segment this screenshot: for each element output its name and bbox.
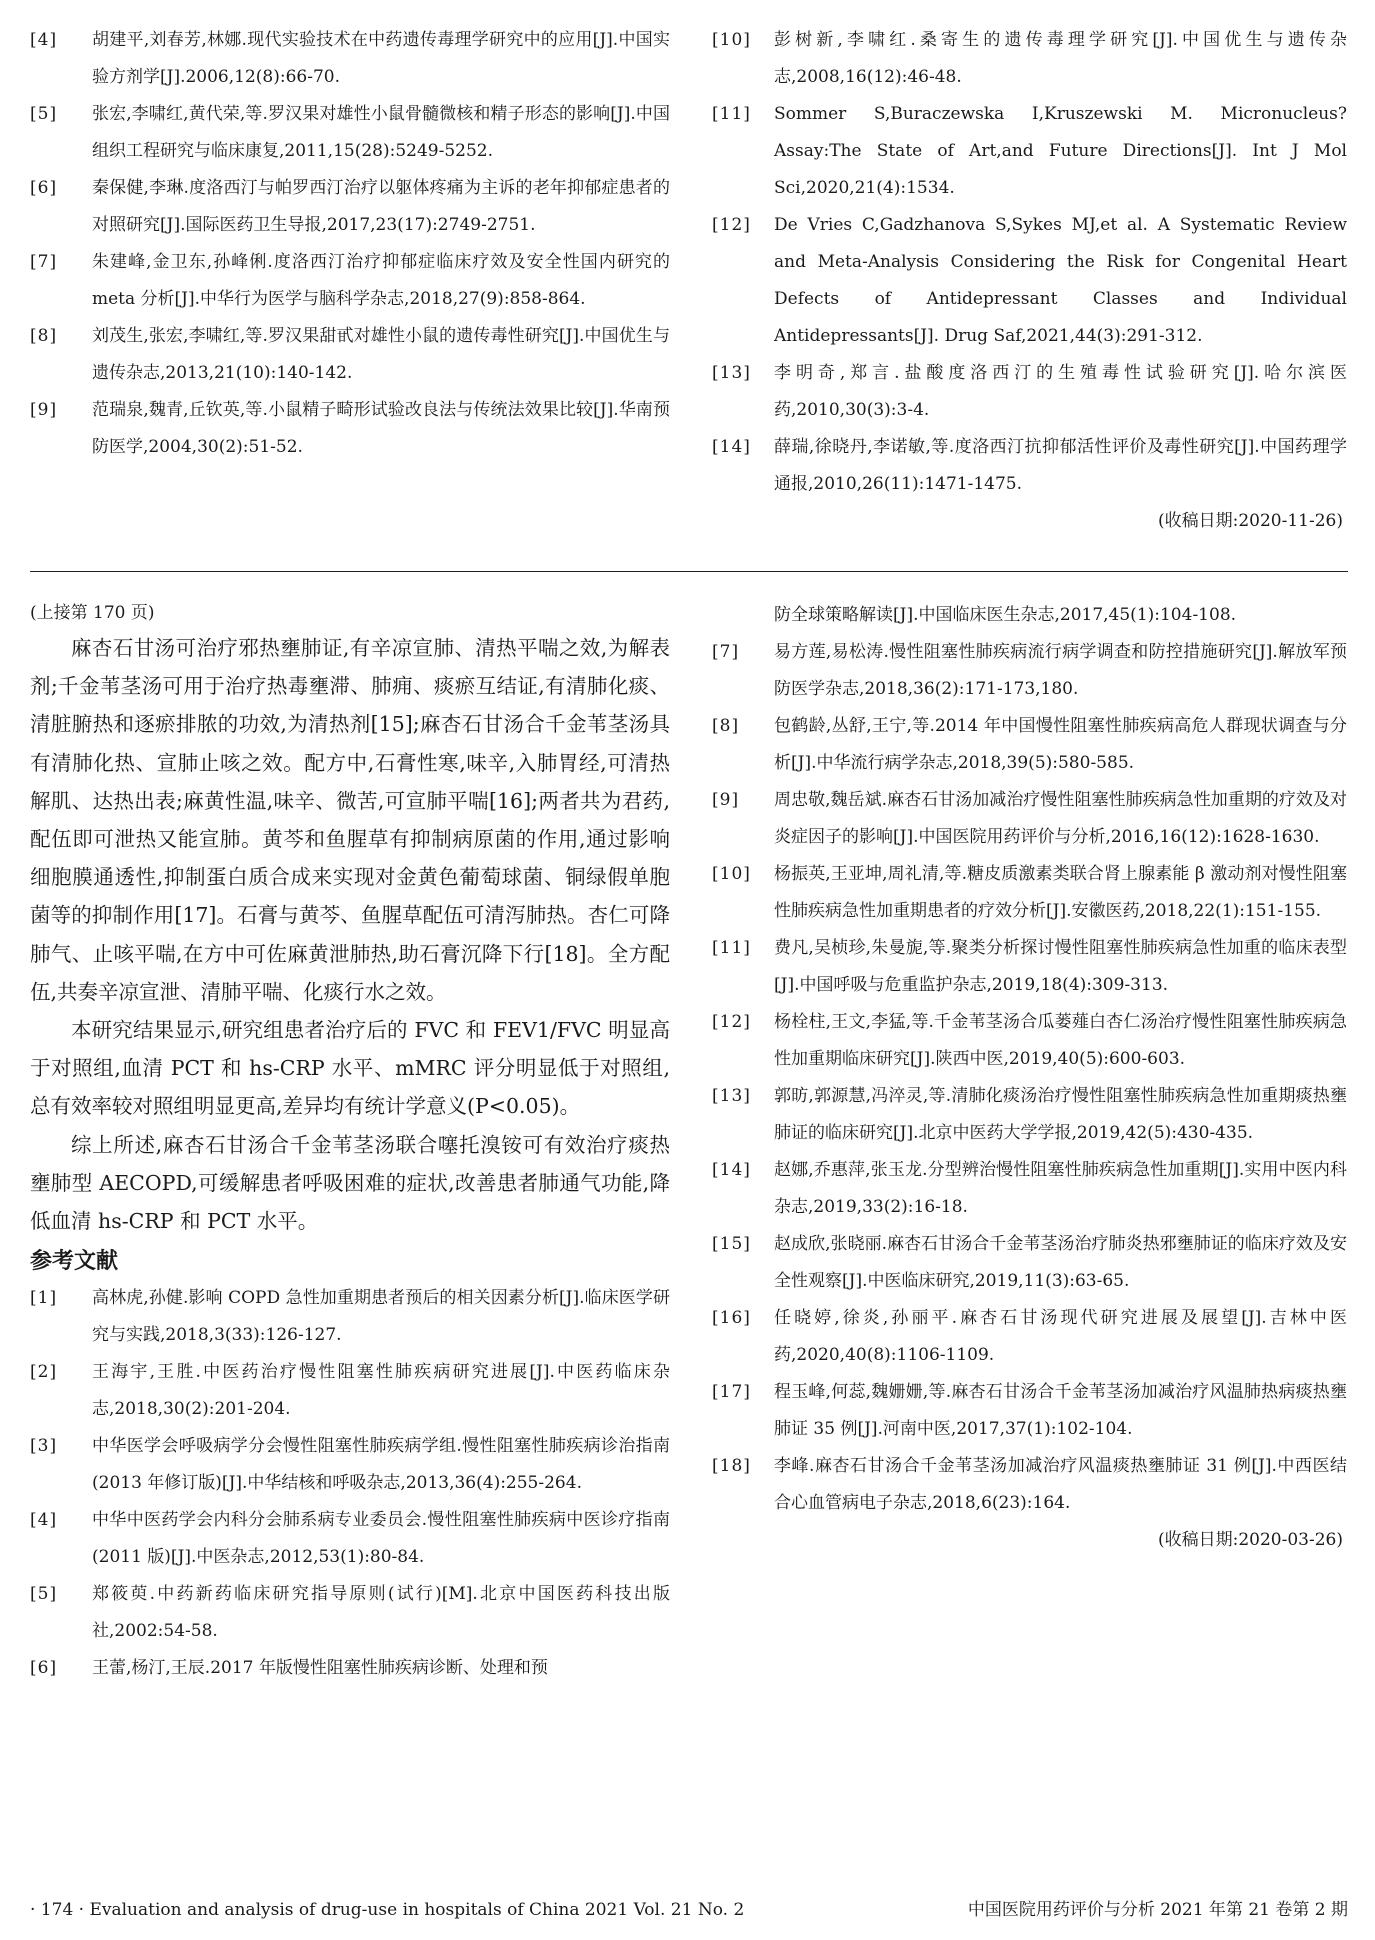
reference-number: [5] (30, 1584, 58, 1605)
reference-item (30, 1428, 670, 1502)
reference-number: [18] (712, 1456, 751, 1476)
reference-text: 张宏,李啸红,黄代荣,等.罗汉果对雄性小鼠骨髓微核和精子形态的影响[J].中国组织工程研究与临床康复,2011,15(28):5249-5252. (92, 104, 670, 161)
reference-text: 李明奇,郑言.盐酸度洛西汀的生殖毒性试验研究[J].哈尔滨医药,2010,30(3):3-4. (774, 363, 1347, 420)
reference-number: [7] (30, 252, 58, 272)
reference-text: 刘茂生,张宏,李啸红,等.罗汉果甜甙对雄性小鼠的遗传毒性研究[J].中国优生与遗传杂志,2013,21(10):140-142. (92, 326, 670, 383)
reference-text: 薛瑞,徐晓丹,李诺敏,等.度洛西汀抗抑郁活性评价及毒性研究[J].中国药理学通报,2010,26(11):1471-1475. (774, 437, 1347, 494)
body-paragraph: 综上所述,麻杏石甘汤合千金苇茎汤联合噻托溴铵可有效治疗痰热壅肺型 AECOPD,可缓解患者呼吸困难的症状,改善患者肺通气功能,降低血清 hs-CRP 和 PCT 水平。 (30, 1132, 670, 1234)
reference-item (712, 22, 1347, 96)
body-paragraph: 本研究结果显示,研究组患者治疗后的 FVC 和 FEV1/FVC 明显高于对照组,血清 PCT 和 hs-CRP 水平、mMRC 评分明显低于对照组,总有效率较对照组明显更高,差异均有统计学意义(P<0.05)。 (30, 1018, 670, 1119)
body-paragraph: 麻杏石甘汤可治疗邪热壅肺证,有辛凉宣肺、清热平喘之效,为解表剂;千金苇茎汤可用于治疗热毒壅滞、肺痈、痰瘀互结证,有清肺化痰、清脏腑热和逐瘀排脓的功效,为清热剂[15];麻杏石甘汤合千金苇茎汤具有清肺化热、宣肺止咳之效。配方中,石膏性寒,味辛,入肺胃经,可清热解肌、达热出表;麻黄性温,味辛、微苦,可宣肺平喘[16];两者共为君药,配伍即可泄热又能宣肺。黄芩和鱼腥草有抑制病原菌的作用,通过影响细胞膜通透性,抑制蛋白质合成来实现对金黄色葡萄球菌、铜绿假单胞菌等的抑制作用[17]。石膏与黄芩、鱼腥草配伍可清泻肺热。杏仁可降肺气、止咳平喘,在方中可佐麻黄泄肺热,助石膏沉降下行[18]。全方配伍,共奏辛凉宣泄、清肺平喘、化痰行水之效。 (30, 636, 670, 1004)
reference-number: [1] (30, 1288, 58, 1309)
reference-text: 易方莲,易松涛.慢性阻塞性肺疾病流行病学调查和防控措施研究[J].解放军预防医学杂志,2018,36(2):171-173,180. (774, 642, 1347, 699)
reference-number: [8] (30, 326, 58, 346)
reference-item (30, 22, 670, 96)
reference-number: [12] (712, 1012, 751, 1032)
reference-number: [2] (30, 1362, 58, 1383)
reference-item (30, 392, 670, 466)
reference-number: [4] (30, 1510, 58, 1531)
reference-number: [14] (712, 437, 751, 457)
received-date: (收稿日期:2020-03-26) (1157, 1530, 1343, 1550)
reference-text: 包鹤龄,丛舒,王宁,等.2014 年中国慢性阻塞性肺疾病高危人群现状调查与分析[J].中华流行病学杂志,2018,39(5):580-585. (774, 716, 1347, 773)
reference-number: [9] (712, 790, 740, 810)
continued-from-note: (上接第 170 页) (30, 603, 155, 623)
reference-item (30, 1502, 670, 1576)
reference-item (712, 1226, 1347, 1300)
reference-text: De Vries C,Gadzhanova S,Sykes MJ,et al. A Systematic Review and Meta-Analysis Considering the Risk for Congenital Heart Defects of Antidepressant Classes and Individual Antidepressants[J]. Drug Saf,2021,44(3):291-312. (774, 215, 1347, 346)
reference-item (712, 1078, 1347, 1152)
reference-item (30, 1280, 670, 1354)
reference-number: [6] (30, 1658, 58, 1679)
reference-item (30, 1576, 670, 1650)
reference-item (712, 708, 1347, 782)
top-left-references (30, 22, 670, 466)
reference-number: [4] (30, 30, 58, 50)
reference-number: [15] (712, 1234, 751, 1254)
reference-item (712, 782, 1347, 856)
reference-text: 郭昉,郭源慧,冯淬灵,等.清肺化痰汤治疗慢性阻塞性肺疾病急性加重期痰热壅肺证的临床研究[J].北京中医药大学学报,2019,42(5):430-435. (774, 1086, 1347, 1143)
bottom-right-references (712, 597, 1347, 1559)
reference-number: [16] (712, 1308, 751, 1328)
footer-journal-english: · 174 · Evaluation and analysis of drug-use in hospitals of China 2021 Vol. 21 No. 2 (30, 1900, 745, 1920)
reference-item (30, 318, 670, 392)
reference-item (712, 1004, 1347, 1078)
reference-item (712, 856, 1347, 930)
reference-item (712, 634, 1347, 708)
reference-text: 周忠敬,魏岳斌.麻杏石甘汤加减治疗慢性阻塞性肺疾病急性加重期的疗效及对炎症因子的影响[J].中国医院用药评价与分析,2016,16(12):1628-1630. (774, 790, 1347, 847)
reference-number: [11] (712, 104, 751, 124)
reference-text: 任晓婷,徐炎,孙丽平.麻杏石甘汤现代研究进展及展望[J].吉林中医药,2020,40(8):1106-1109. (774, 1308, 1347, 1365)
reference-item (30, 1354, 670, 1428)
reference-number: [5] (30, 104, 58, 124)
reference-text: 防全球策略解读[J].中国临床医生杂志,2017,45(1):104-108. (774, 605, 1237, 625)
reference-item (712, 1374, 1347, 1448)
reference-number: [13] (712, 1086, 751, 1106)
top-right-references (712, 22, 1347, 540)
reference-number: [9] (30, 400, 58, 420)
reference-item (712, 1152, 1347, 1226)
reference-text: 彭树新,李啸红.桑寄生的遗传毒理学研究[J].中国优生与遗传杂志,2008,16(12):46-48. (774, 30, 1347, 87)
reference-item (712, 1448, 1347, 1522)
reference-item (712, 930, 1347, 1004)
reference-number: [11] (712, 938, 751, 958)
reference-text: 李峰.麻杏石甘汤合千金苇茎汤加减治疗风温痰热壅肺证 31 例[J].中西医结合心血管病电子杂志,2018,6(23):164. (774, 1456, 1347, 1513)
reference-item (30, 170, 670, 244)
article-body-column (30, 597, 670, 1687)
reference-text: 朱建峰,金卫东,孙峰俐.度洛西汀治疗抑郁症临床疗效及安全性国内研究的 meta 分析[J].中华行为医学与脑科学杂志,2018,27(9):858-864. (92, 252, 670, 309)
reference-text: 赵成欣,张晓丽.麻杏石甘汤合千金苇茎汤治疗肺炎热邪壅肺证的临床疗效及安全性观察[J].中医临床研究,2019,11(3):63-65. (774, 1234, 1347, 1291)
reference-number: [3] (30, 1436, 58, 1457)
section-divider (30, 571, 1348, 572)
reference-item (712, 1300, 1347, 1374)
reference-text: Sommer S,Buraczewska I,Kruszewski M. Micronucleus? Assay:The State of Art,and Future Directions[J]. Int J Mol Sci,2020,21(4):1534. (774, 104, 1347, 198)
reference-continuation (712, 597, 1347, 634)
reference-text: 程玉峰,何蕊,魏姗姗,等.麻杏石甘汤合千金苇茎汤加减治疗风温肺热病痰热壅肺证 35 例[J].河南中医,2017,37(1):102-104. (774, 1382, 1347, 1439)
reference-number: [10] (712, 864, 751, 884)
reference-number: [10] (712, 30, 751, 50)
reference-number: [12] (712, 215, 751, 235)
reference-number: [7] (712, 642, 740, 662)
reference-item (712, 207, 1347, 355)
reference-text: 中华医学会呼吸病学分会慢性阻塞性肺疾病学组.慢性阻塞性肺疾病诊治指南(2013 年修订版)[J].中华结核和呼吸杂志,2013,36(4):255-264. (92, 1436, 670, 1494)
reference-number: [8] (712, 716, 740, 736)
reference-text: 秦保健,李琳.度洛西汀与帕罗西汀治疗以躯体疼痛为主诉的老年抑郁症患者的对照研究[J].国际医药卫生导报,2017,23(17):2749-2751. (92, 178, 670, 235)
reference-number: [14] (712, 1160, 751, 1180)
reference-text: 费凡,吴桢珍,朱曼旎,等.聚类分析探讨慢性阻塞性肺疾病急性加重的临床表型[J].中国呼吸与危重监护杂志,2019,18(4):309-313. (774, 938, 1347, 995)
footer-journal-chinese: 中国医院用药评价与分析 2021 年第 21 卷第 2 期 (967, 1900, 1348, 1920)
reference-number: [6] (30, 178, 58, 198)
reference-text: 高林虎,孙健.影响 COPD 急性加重期患者预后的相关因素分析[J].临床医学研究与实践,2018,3(33):126-127. (92, 1288, 670, 1346)
reference-text: 王海宇,王胜.中医药治疗慢性阻塞性肺疾病研究进展[J].中医药临床杂志,2018,30(2):201-204. (92, 1362, 670, 1420)
reference-text: 范瑞泉,魏青,丘钦英,等.小鼠精子畸形试验改良法与传统法效果比较[J].华南预防医学,2004,30(2):51-52. (92, 400, 670, 457)
reference-item (30, 1650, 670, 1687)
reference-item (30, 96, 670, 170)
reference-text: 胡建平,刘春芳,林娜.现代实验技术在中药遗传毒理学研究中的应用[J].中国实验方剂学[J].2006,12(8):66-70. (92, 30, 670, 87)
reference-text: 杨振英,王亚坤,周礼清,等.糖皮质激素类联合肾上腺素能 β 激动剂对慢性阻塞性肺疾病急性加重期患者的疗效分析[J].安徽医药,2018,22(1):151-155. (774, 864, 1347, 921)
received-date: (收稿日期:2020-11-26) (1157, 511, 1343, 531)
reference-text: 赵娜,乔惠萍,张玉龙.分型辨治慢性阻塞性肺疾病急性加重期[J].实用中医内科杂志,2019,33(2):16-18. (774, 1160, 1347, 1217)
reference-number: [13] (712, 363, 751, 383)
reference-text: 杨栓柱,王文,李猛,等.千金苇茎汤合瓜蒌薤白杏仁汤治疗慢性阻塞性肺疾病急性加重期临床研究[J].陕西中医,2019,40(5):600-603. (774, 1012, 1347, 1069)
reference-text: 中华中医药学会内科分会肺系病专业委员会.慢性阻塞性肺疾病中医诊疗指南(2011 版)[J].中医杂志,2012,53(1):80-84. (92, 1510, 670, 1568)
reference-text: 王蕾,杨汀,王辰.2017 年版慢性阻塞性肺疾病诊断、处理和预 (92, 1658, 548, 1679)
reference-text: 郑筱萸.中药新药临床研究指导原则(试行)[M].北京中国医药科技出版社,2002:54-58. (92, 1584, 670, 1642)
reference-item (712, 355, 1347, 429)
reference-item (712, 96, 1347, 207)
reference-item (712, 429, 1347, 503)
reference-item (30, 244, 670, 318)
references-heading: 参考文献 (30, 1249, 119, 1275)
reference-number: [17] (712, 1382, 751, 1402)
